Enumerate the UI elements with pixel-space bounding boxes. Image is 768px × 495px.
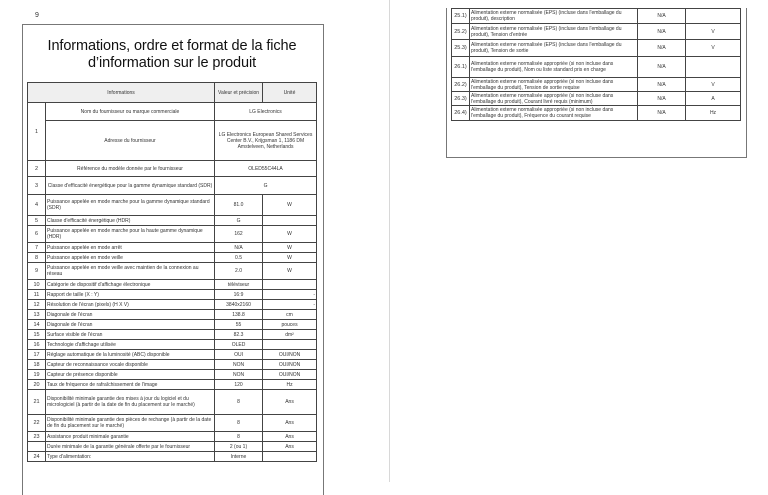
row-number: 26.3): [452, 92, 470, 106]
row-value: 8: [215, 415, 263, 432]
row-unit: [263, 216, 317, 226]
table-row: [28, 390, 317, 415]
table-row: [452, 9, 741, 24]
table-row: [28, 300, 317, 310]
row-value: OLED55C44LA: [215, 161, 317, 177]
row-value: 3840x2160: [215, 300, 263, 310]
row-value: téléviseur: [215, 280, 263, 290]
row-value: 8: [215, 390, 263, 415]
row-value: 162: [215, 226, 263, 243]
row-label: Alimentation externe normalisée (EPS) (incluse dans l'emballage du produit), Tension d'entrée: [470, 24, 638, 40]
row-unit: V: [686, 40, 741, 57]
table-row: [28, 380, 317, 390]
row-number: 11: [28, 290, 46, 300]
row-number: 21: [28, 390, 46, 415]
table-row: [28, 103, 317, 121]
header-informations: Informations: [28, 83, 215, 103]
header-value: Valeur et précision: [215, 83, 263, 103]
row-label: Durée minimale de la garantie générale offerte par le fournisseur: [46, 442, 215, 452]
title-line-1: Informations, ordre et format de la fiche: [47, 38, 297, 54]
row-number: 26.4): [452, 106, 470, 121]
row-label: Alimentation externe normalisée appropriée (si non incluse dans l'emballage du produit), Tension de sortie requise: [470, 78, 638, 92]
row-unit: W: [263, 243, 317, 253]
table-row: [28, 290, 317, 300]
row-label: Type d'alimentation:: [46, 452, 215, 462]
table-row: [28, 195, 317, 216]
page-number: 9: [35, 12, 39, 19]
row-value: 0.5: [215, 253, 263, 263]
row-value: 8: [215, 432, 263, 442]
row-label: Technologie d'affichage utilisée: [46, 340, 215, 350]
row-label: Capteur de reconnaissance vocale disponible: [46, 360, 215, 370]
row-value: NON: [215, 360, 263, 370]
row-label: Puissance appelée en mode arrêt: [46, 243, 215, 253]
row-value: Interne: [215, 452, 263, 462]
table-row: [452, 78, 741, 92]
row-value: 2 (ou 1): [215, 442, 263, 452]
row-label: Réglage automatique de la luminosité (ABC) disponible: [46, 350, 215, 360]
row-value: 16:9: [215, 290, 263, 300]
row-unit: W: [263, 195, 317, 216]
row-number: 9: [28, 263, 46, 280]
row-unit: V: [686, 24, 741, 40]
row-label: Taux de fréquence de rafraîchissement de l'image: [46, 380, 215, 390]
row-label: Capteur de présence disponible: [46, 370, 215, 380]
row-number: 26.1): [452, 57, 470, 78]
table-row: [28, 121, 317, 161]
table-row: [452, 106, 741, 121]
product-info-table: [27, 82, 317, 462]
row-number: 17: [28, 350, 46, 360]
row-label: Référence du modèle donnée par le fournisseur: [46, 161, 215, 177]
row-number: 24: [28, 452, 46, 462]
row-unit: OUI/NON: [263, 360, 317, 370]
row-label: Résolution de l'écran (pixels) (H X V): [46, 300, 215, 310]
table-row: [28, 442, 317, 452]
row-unit: Ans: [263, 415, 317, 432]
table-row: [28, 177, 317, 195]
row-label: Classe d'efficacité énergétique pour la gamme dynamique standard (SDR): [46, 177, 215, 195]
row-number: 25.1): [452, 9, 470, 24]
row-value: N/A: [638, 40, 686, 57]
row-value: NON: [215, 370, 263, 380]
row-number: 8: [28, 253, 46, 263]
row-label: Classe d'efficacité énergétique (HDR): [46, 216, 215, 226]
row-number: 18: [28, 360, 46, 370]
table-row: [28, 452, 317, 462]
row-value: 138.8: [215, 310, 263, 320]
row-unit: Ans: [263, 390, 317, 415]
row-label: Assistance produit minimale garantie: [46, 432, 215, 442]
table-row: [28, 370, 317, 380]
table-row: [28, 432, 317, 442]
row-label: Puissance appelée en mode veille: [46, 253, 215, 263]
row-unit: A: [686, 92, 741, 106]
row-number: 2: [28, 161, 46, 177]
row-number: 10: [28, 280, 46, 290]
row-number: 25.3): [452, 40, 470, 57]
row-number: 1: [28, 103, 46, 161]
row-unit: W: [263, 226, 317, 243]
table-row: [28, 263, 317, 280]
document-title: [22, 38, 322, 72]
table-header-row: [28, 83, 317, 103]
row-unit: W: [263, 263, 317, 280]
header-unit: Unité: [263, 83, 317, 103]
row-unit: [263, 340, 317, 350]
row-number: 4: [28, 195, 46, 216]
row-label: Rapport de taille (X : Y): [46, 290, 215, 300]
row-unit: Hz: [686, 106, 741, 121]
row-unit: V: [686, 78, 741, 92]
row-number: 25.2): [452, 24, 470, 40]
row-value: N/A: [638, 78, 686, 92]
row-label: Catégorie de dispositif d'affichage électronique: [46, 280, 215, 290]
row-value: LG Electronics: [215, 103, 317, 121]
row-unit: -: [263, 300, 317, 310]
row-number: 22: [28, 415, 46, 432]
row-value: N/A: [215, 243, 263, 253]
row-unit: dm²: [263, 330, 317, 340]
table-row: [28, 340, 317, 350]
row-unit: -: [263, 290, 317, 300]
row-value: N/A: [638, 57, 686, 78]
row-label: Alimentation externe normalisée appropriée (si non incluse dans l'emballage du produit), Courant livré requis (minimum): [470, 92, 638, 106]
row-value: N/A: [638, 24, 686, 40]
row-label: Diagonale de l'écran: [46, 320, 215, 330]
row-number: 20: [28, 380, 46, 390]
row-label: Alimentation externe normalisée (EPS) (incluse dans l'emballage du produit), Tension de sortie: [470, 40, 638, 57]
row-unit: Hz: [263, 380, 317, 390]
table-row: [28, 161, 317, 177]
table-row: [452, 40, 741, 57]
row-number: 23: [28, 432, 46, 442]
row-number: 16: [28, 340, 46, 350]
row-number: 12: [28, 300, 46, 310]
table-row: [28, 360, 317, 370]
row-label: Puissance appelée en mode marche pour la gamme dynamique standard (SDR): [46, 195, 215, 216]
row-number: 6: [28, 226, 46, 243]
table-row: [28, 350, 317, 360]
row-value: 120: [215, 380, 263, 390]
row-label: Alimentation externe normalisée appropriée (si non incluse dans l'emballage du produit), Fréquence du courant requise: [470, 106, 638, 121]
table-row: [28, 330, 317, 340]
row-value: 55: [215, 320, 263, 330]
row-number: 13: [28, 310, 46, 320]
row-number: 7: [28, 243, 46, 253]
table-row: [28, 310, 317, 320]
row-value: N/A: [638, 92, 686, 106]
row-value: N/A: [638, 9, 686, 24]
row-label: Puissance appelée en mode marche pour la haute gamme dynamique (HDR): [46, 226, 215, 243]
row-number: 19: [28, 370, 46, 380]
table-row: [28, 243, 317, 253]
row-unit: OUI/NON: [263, 350, 317, 360]
row-label: Surface visible de l'écran: [46, 330, 215, 340]
row-number: 15: [28, 330, 46, 340]
title-line-2: d’information sur le produit: [87, 55, 257, 71]
table-row: [452, 24, 741, 40]
row-number: 26.2): [452, 78, 470, 92]
row-unit: [263, 280, 317, 290]
row-label: Disponibilité minimale garantie des pièces de rechange (à partir de la date de fin du placement sur le marché): [46, 415, 215, 432]
table-row: [28, 415, 317, 432]
row-unit: [263, 452, 317, 462]
row-number: 3: [28, 177, 46, 195]
row-label: Diagonale de l'écran: [46, 310, 215, 320]
table-row: [452, 92, 741, 106]
row-label: Nom du fournisseur ou marque commerciale: [46, 103, 215, 121]
table-row: [28, 216, 317, 226]
row-label: Alimentation externe normalisée appropriée (si non incluse dans l'emballage du produit), Nom ou liste standard pris en charge: [470, 57, 638, 78]
table-row: [452, 57, 741, 78]
row-unit: OUI/NON: [263, 370, 317, 380]
row-label: Alimentation externe normalisée (EPS) (incluse dans l'emballage du produit), description: [470, 9, 638, 24]
row-unit: Ans: [263, 432, 317, 442]
row-unit: cm: [263, 310, 317, 320]
row-value: OLED: [215, 340, 263, 350]
row-unit: pouces: [263, 320, 317, 330]
table-row: [28, 253, 317, 263]
page-divider: [389, 0, 390, 482]
table-row: [28, 320, 317, 330]
row-unit: W: [263, 253, 317, 263]
row-unit: [686, 9, 741, 24]
table-row: [28, 280, 317, 290]
row-value: 82.3: [215, 330, 263, 340]
row-unit: Ans: [263, 442, 317, 452]
power-supply-table: [451, 8, 741, 121]
row-value: N/A: [638, 106, 686, 121]
table-row: [28, 226, 317, 243]
row-number: [28, 442, 46, 452]
row-unit: [686, 57, 741, 78]
row-label: Disponibilité minimale garantie des mises à jour du logiciel et du micrologiciel (à partir de la date de fin du placement sur le marché): [46, 390, 215, 415]
row-label: Puissance appelée en mode veille avec maintien de la connexion au réseau: [46, 263, 215, 280]
row-value: G: [215, 216, 263, 226]
row-value: 81.0: [215, 195, 263, 216]
row-number: 14: [28, 320, 46, 330]
row-value: 2.0: [215, 263, 263, 280]
row-value: G: [215, 177, 317, 195]
row-number: 5: [28, 216, 46, 226]
row-label: Adresse du fournisseur: [46, 121, 215, 161]
row-value: LG Electronics European Shared Services Center B.V., Krijgsman 1, 1186 DM Amstelveen, Netherlands: [215, 121, 317, 161]
row-value: OUI: [215, 350, 263, 360]
